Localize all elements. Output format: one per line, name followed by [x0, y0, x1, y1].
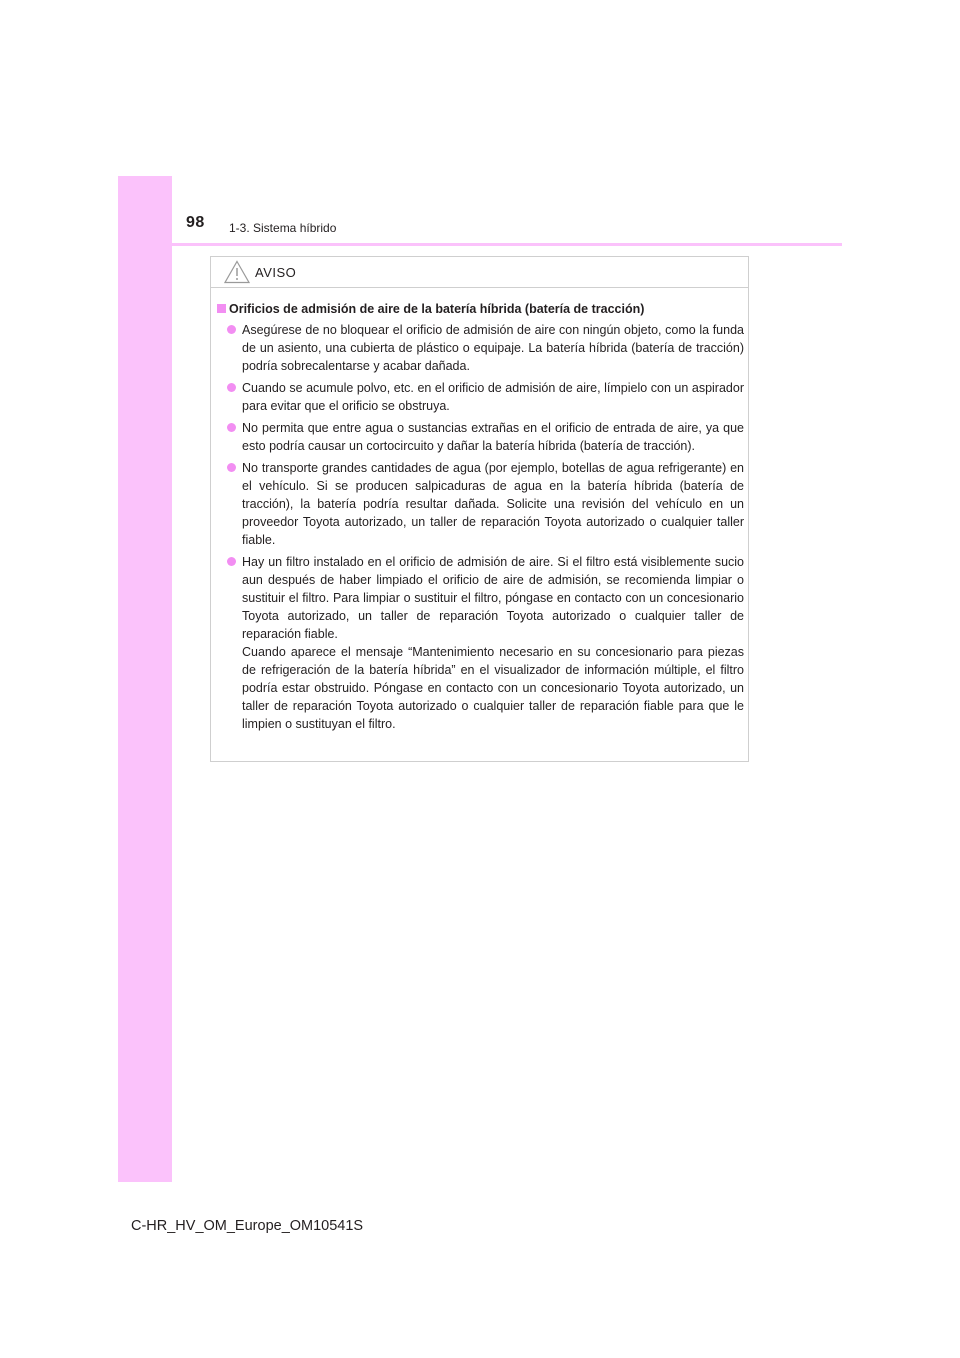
list-item-text: Cuando se acumule polvo, etc. en el orificio de admisión de aire, límpielo con un aspirador para evitar que el orificio se obstruya. — [242, 381, 744, 413]
warning-title: AVISO — [255, 265, 297, 280]
section-title: 1-3. Sistema híbrido — [229, 221, 337, 235]
round-bullet-icon — [227, 463, 236, 472]
round-bullet-icon — [227, 557, 236, 566]
list-item-continuation: Cuando aparece el mensaje “Mantenimiento necesario en su concesionario para piezas de refrigeración de la batería híbrida” en el visualizador de información múltiple, el filtro podría estar obstruido. Póngase en contacto con un concesionario Toyota autorizado, un taller de reparación Toyota autorizado o cualquier taller de reparación fiable para que le limpien o sustituyan el filtro. — [242, 645, 744, 731]
list-item — [217, 459, 744, 549]
page-number: 98 — [186, 214, 205, 231]
warning-header — [211, 257, 748, 288]
list-item — [217, 379, 744, 415]
warning-heading-text: Orificios de admisión de aire de la batería híbrida (batería de tracción) — [229, 302, 645, 316]
list-item-text: Hay un filtro instalado en el orificio de admisión de aire. Si el filtro está visiblemente sucio aun después de haber limpiado el orificio de aire de admisión, se recomienda limpiar o sustituir el filtro. Para limpiar o sustituir el filtro, póngase en contacto con un concesionario Toyota autorizado, un taller de reparación Toyota autorizado o cualquier taller de reparación fiable. — [242, 555, 744, 641]
warning-body — [217, 300, 744, 737]
warning-box — [210, 256, 749, 762]
list-item — [217, 419, 744, 455]
side-color-band — [118, 176, 172, 1182]
list-item-text: No transporte grandes cantidades de agua (por ejemplo, botellas de agua refrigerante) en el vehículo. Si se producen salpicaduras de agua en la batería híbrida (batería de tracción), la batería podría resultar dañada. Solicite una revisión del vehículo en un proveedor Toyota autorizado, un taller de reparación Toyota autorizado o cualquier taller fiable. — [242, 461, 744, 547]
warning-triangle-icon — [224, 260, 250, 284]
list-item — [217, 321, 744, 375]
document-code: C-HR_HV_OM_Europe_OM10541S — [131, 1218, 364, 1234]
warning-heading — [217, 300, 744, 318]
square-bullet-icon — [217, 304, 226, 313]
header-rule — [118, 243, 842, 246]
round-bullet-icon — [227, 325, 236, 334]
list-item — [217, 553, 744, 733]
round-bullet-icon — [227, 423, 236, 432]
list-item-text: No permita que entre agua o sustancias extrañas en el orificio de entrada de aire, ya que esto podría causar un cortocircuito y dañar la batería híbrida (batería de tracción). — [242, 421, 744, 453]
list-item-text: Asegúrese de no bloquear el orificio de admisión de aire con ningún objeto, como la funda de un asiento, una cubierta de plástico o equipaje. La batería híbrida (batería de tracción) podría sobrecalentarse y acabar dañada. — [242, 323, 744, 373]
round-bullet-icon — [227, 383, 236, 392]
